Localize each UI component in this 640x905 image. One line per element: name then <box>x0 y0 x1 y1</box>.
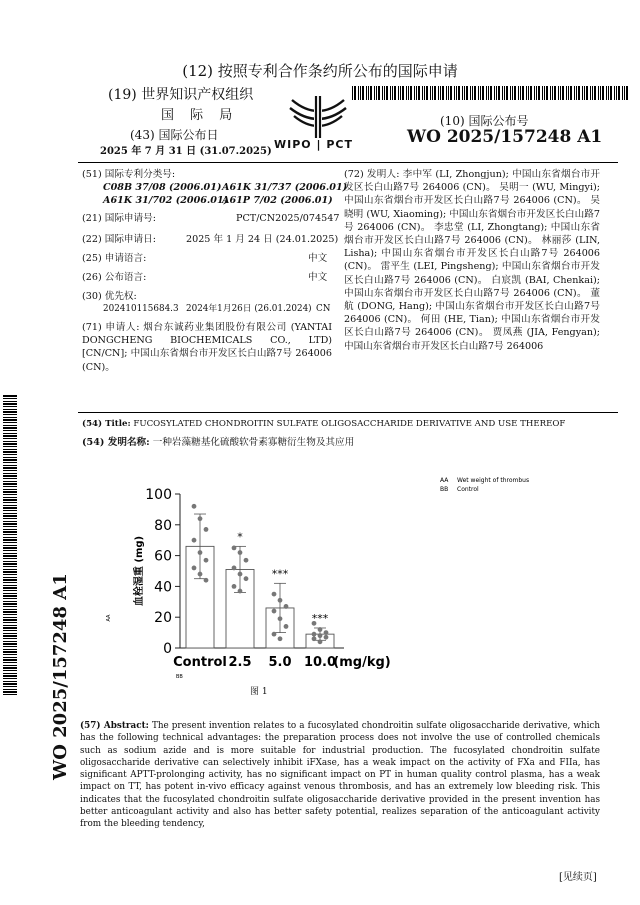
barcode <box>352 86 630 100</box>
ipc-code-4: A61P 7/02 (2006.01) <box>222 195 333 206</box>
ipc-code-3: A61K 31/702 (2006.01) <box>103 195 229 206</box>
y-tick-label-2: 40 <box>154 579 172 596</box>
y-tick-label-5: 100 <box>145 487 172 503</box>
header-rule <box>78 162 618 163</box>
data-point-0-0 <box>192 504 197 509</box>
pub-lang-label: (26) 公布语言: <box>82 272 147 283</box>
legend-text-1: Control <box>457 486 479 493</box>
data-point-1-6 <box>232 584 237 589</box>
data-point-0-4 <box>198 550 203 555</box>
x-axis-unit: (mg/kg) <box>333 655 391 670</box>
data-point-1-7 <box>238 589 243 594</box>
legend-key-0: AA <box>440 477 449 484</box>
lang-label: (25) 申请语言: <box>82 253 147 264</box>
data-point-0-6 <box>192 566 197 571</box>
continued-note: [见续页] <box>559 872 597 883</box>
data-point-0-5 <box>204 558 209 563</box>
data-point-3-3 <box>312 632 317 637</box>
data-point-3-5 <box>324 635 329 640</box>
priority-date: 2024年1月26日 (26.01.2024) <box>186 304 312 314</box>
x-tick-label-0: Control <box>173 655 227 670</box>
data-point-1-0 <box>232 546 237 551</box>
x-tick-label-1: 2.5 <box>228 655 252 670</box>
data-point-1-3 <box>232 566 237 571</box>
legend-text-0: Wet weight of thrombus <box>457 477 530 484</box>
document-title: (12) 按照专利合作条约所公布的国际申请 <box>182 62 458 80</box>
data-point-2-2 <box>284 604 289 609</box>
data-point-0-8 <box>204 578 209 583</box>
wipo-pct-label: WIPO | PCT <box>274 138 353 151</box>
data-point-2-6 <box>272 632 277 637</box>
data-point-3-6 <box>312 636 317 641</box>
data-point-2-7 <box>278 636 283 641</box>
y-tick-label-3: 60 <box>154 548 172 565</box>
lang: 中文 <box>308 253 328 264</box>
filing-date: 2025 年 1 月 24 日 (24.01.2025) <box>186 234 339 245</box>
data-point-1-4 <box>238 572 243 577</box>
organization-name: (19) 世界知识产权组织 国 际 局 <box>108 87 254 123</box>
ipc-code-1: C08B 37/08 (2006.01) <box>103 182 222 193</box>
data-point-3-4 <box>318 633 323 638</box>
x-tick-label-2: 5.0 <box>268 655 292 670</box>
pub-number: WO 2025/157248 A1 <box>407 127 603 147</box>
pub-date: 2025 年 7 月 31 日 (31.07.2025) <box>100 146 272 157</box>
title-rule <box>78 412 618 413</box>
y-axis-key: AA <box>106 614 112 622</box>
significance-1: * <box>237 530 243 544</box>
data-point-0-2 <box>204 527 209 532</box>
data-point-1-5 <box>244 576 249 581</box>
y-tick-label-4: 80 <box>154 517 172 534</box>
legend-key-1: BB <box>440 486 449 493</box>
title-en: (54) Title: FUCOSYLATED CHONDROITIN SULFATE OLIGOSACCHARIDE DERIVATIVE AND USE THEREOF <box>82 419 566 429</box>
data-point-2-1 <box>278 598 283 603</box>
priority-label: (30) 优先权: <box>82 291 137 302</box>
data-point-2-5 <box>284 624 289 629</box>
title-zh: (54) 发明名称: 一种岩藻糖基化硫酸软骨素寡糖衍生物及其应用 <box>82 437 355 448</box>
data-point-2-3 <box>272 609 277 614</box>
significance-3: *** <box>311 611 329 625</box>
y-axis-label: 血栓湿重 (mg) <box>134 535 145 607</box>
data-point-0-3 <box>192 538 197 543</box>
priority-number: 202410115684.3 <box>103 304 179 314</box>
data-point-2-4 <box>278 616 283 621</box>
y-tick-label-0: 0 <box>163 641 172 657</box>
x-tick-label-3: 10.0 <box>303 655 337 670</box>
ipc-code-2: A61K 31/737 (2006.01) <box>222 182 348 193</box>
app-no: PCT/CN2025/074547 <box>236 213 340 224</box>
x-axis-key: BB <box>176 674 183 680</box>
pub-date-label: (43) 国际公布日 <box>130 128 219 142</box>
data-point-1-1 <box>238 550 243 555</box>
data-point-0-7 <box>198 572 203 577</box>
app-no-label: (21) 国际申请号: <box>82 213 156 224</box>
pub-lang: 中文 <box>308 272 328 283</box>
data-point-3-1 <box>318 627 323 632</box>
data-point-2-0 <box>272 592 277 597</box>
side-pub-number: WO 2025/157248 A1 <box>50 573 71 780</box>
abstract: (57) Abstract: The present invention relates to a fucosylated chondroitin sulfate oligosaccharide derivative, which has the following technical advantages: the preparation process does not involve the use of controlled chemicals such as sodium azide and is more suitable for industrial production. The fucosylated chondroitin sulfate oligosaccharide derivative can selectively inhibit iFXase, has a weak impact on the activity of FXa and FIIa, has significant APTT-prolonging activity, has no significant impact on PT in human quality control plasma, has a weak impact on TT, has potent in-vivo efficacy against venous thrombosis, and has an extremely low bleeding risk. This indicates that the fucosylated chondroitin sulfate oligosaccharide derivative provided in the present invention has better anticoagulant activity and also has better safety potential, realizes separation of the anticoagulant activity from the bleeding tendency, <box>80 721 600 830</box>
priority-country: CN <box>316 304 331 314</box>
pub-number-label: (10) 国际公布号 <box>440 114 529 128</box>
wipo-logo-icon <box>286 92 350 140</box>
data-point-3-7 <box>318 639 323 644</box>
ipc-label: (51) 国际专利分类号: <box>82 169 176 180</box>
filing-date-label: (22) 国际申请日: <box>82 234 156 245</box>
significance-2: *** <box>271 567 289 581</box>
y-tick-label-1: 20 <box>154 610 172 627</box>
figure-caption: 图 1 <box>250 687 268 697</box>
data-point-0-1 <box>198 516 203 521</box>
applicant: (71) 申请人: 烟台东诚药业集团股份有限公司 (YANTAI DONGCHENG BIOCHEMICALS CO., LTD) [CN/CN]; 中国山东省烟台市开发区长白山路7号 264006 (CN)。 <box>82 322 332 373</box>
thrombus-weight-chart <box>100 470 570 700</box>
data-point-3-2 <box>324 630 329 635</box>
side-barcode <box>3 395 17 695</box>
data-point-1-2 <box>244 558 249 563</box>
inventors: (72) 发明人: 李中军 (LI, Zhongjun); 中国山东省烟台市开发区长白山路7号 264006 (CN)。 吴明一 (WU, Mingyi); 中国山东省烟台市开发区长白山路7号 264006 (CN)。 吴晓明 (WU, Xiaoming); 中国山东省烟台市开发区长白山路7号 264006 (CN)。 李忠堂 (LI, Zhongtang); 中国山东省烟台市开发区长白山路7号 264006 (CN)。 林丽莎 (LIN, Lisha); 中国山东省烟台市开发区长白山路7号 264006 (CN)。 雷平生 (LEI, Pingsheng); 中国山东省烟台市开发区长白山路7号 264006 (CN)。 白宸凯 (BAI, Chenkai); 中国山东省烟台市开发区长白山路7号 264006 (CN)。 董航 (DONG, Hang); 中国山东省烟台市开发区长白山路7号 264006 (CN)。 何田 (HE, Tian); 中国山东省烟台市开发区长白山路7号 264006 (CN)。 贾凤燕 (JIA, Fengyan); 中国山东省烟台市开发区长白山路7号 264006 <box>344 169 600 352</box>
